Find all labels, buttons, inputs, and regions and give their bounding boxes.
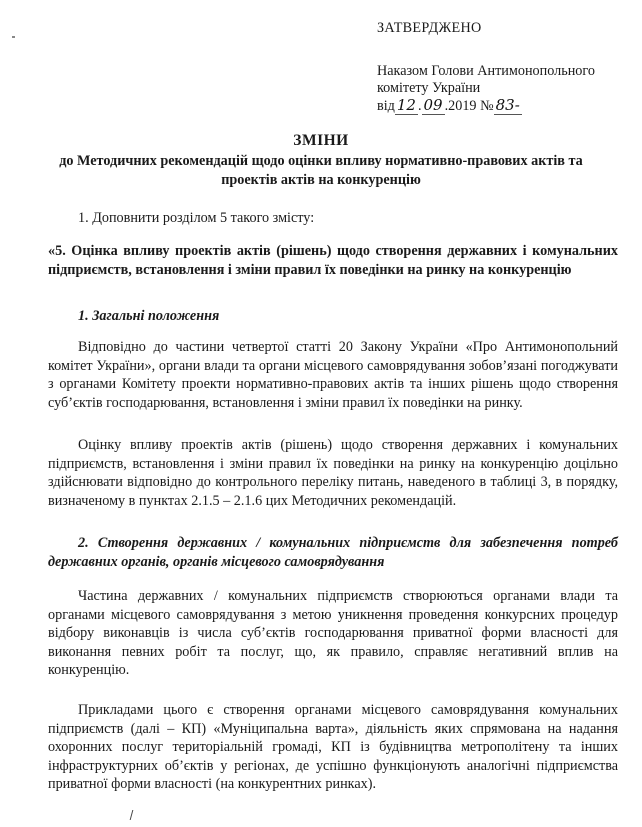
date-month-handwritten: 09 xyxy=(423,96,443,114)
approval-order-line2: комітету України xyxy=(377,80,481,96)
intro-text: 1. Доповнити розділом 5 такого змісту: xyxy=(78,210,315,226)
intro-paragraph xyxy=(48,209,618,228)
approval-date-line: від 12 . 09 .2019 № 83- xyxy=(377,96,520,114)
paragraph-4: Прикладами цього є створення органами місцевого самоврядування комунальних підприємств (далі – КП) «Муніципальна варта», діяльність яких спрямована на надання охоронних послуг територіальній громаді, КП із будівництва метрополітену та інших інфраструктурних об’єктів у регіонах, де успішно функціонують аналогічні підприємства приватної форми власності (на конкурентних ринках). xyxy=(48,702,618,793)
scan-speck xyxy=(12,36,15,38)
scan-mark xyxy=(130,810,136,820)
date-prefix: від xyxy=(377,98,395,114)
paragraph-2: Оцінку впливу проектів актів (рішень) щодо створення державних і комунальних підприємств, встановлення і зміни правил їх поведінки на ринку на конкуренцію доцільно здійснювати відповідно до контрольного переліку питань, наведеного в таблиці 3, в порядку, визначеному в пунктах 2.1.5 – 2.1.6 цих Методичних рекомендацій. xyxy=(48,437,618,509)
date-year: .2019 xyxy=(444,98,477,114)
subsection-1-heading: 1. Загальні положення xyxy=(78,308,220,324)
paragraph-3: Частина державних / комунальних підприємств створюються органами влади та органами місцевого самоврядування з метою уникнення проведення конкурсних процедур відбору виконавців із числа суб’єктів господарювання приватної форми власності для виконання певних робіт та послуг, що, як правило, справляє негативний вплив на конкуренцію. xyxy=(48,588,618,679)
subsection-2-heading: 2. Створення державних / комунальних підприємств для забезпечення потреб державних органів, органів місцевого самоврядування xyxy=(48,535,618,570)
section-heading: «5. Оцінка впливу проектів актів (рішень) щодо створення державних і комунальних підприємств, встановлення і зміни правил їх поведінки на ринку на конкуренцію xyxy=(48,243,618,278)
approval-order-line1: Наказом Голови Антимонопольного xyxy=(377,63,595,79)
approval-block xyxy=(377,20,632,115)
number-prefix: № xyxy=(480,98,494,114)
date-day-handwritten: 12 xyxy=(396,96,416,114)
approval-heading: ЗАТВЕРДЖЕНО xyxy=(377,20,482,36)
paragraph-1: Відповідно до частини четвертої статті 20 Закону України «Про Антимонопольний комітет України», органи влади та органи місцевого самоврядування зобов’язані погоджувати з органами Комітету проекти нормативно-правових актів та інших рішень щодо створення суб’єктів господарювання, встановлення і зміни правил їх поведінки на ринку. xyxy=(48,339,618,411)
order-number-handwritten: 83- xyxy=(495,96,520,114)
document-title: ЗМІНИ xyxy=(293,132,349,149)
document-subtitle: до Методичних рекомендацій щодо оцінки впливу нормативно-правових актів та проектів актів на конкуренцію xyxy=(59,153,583,188)
